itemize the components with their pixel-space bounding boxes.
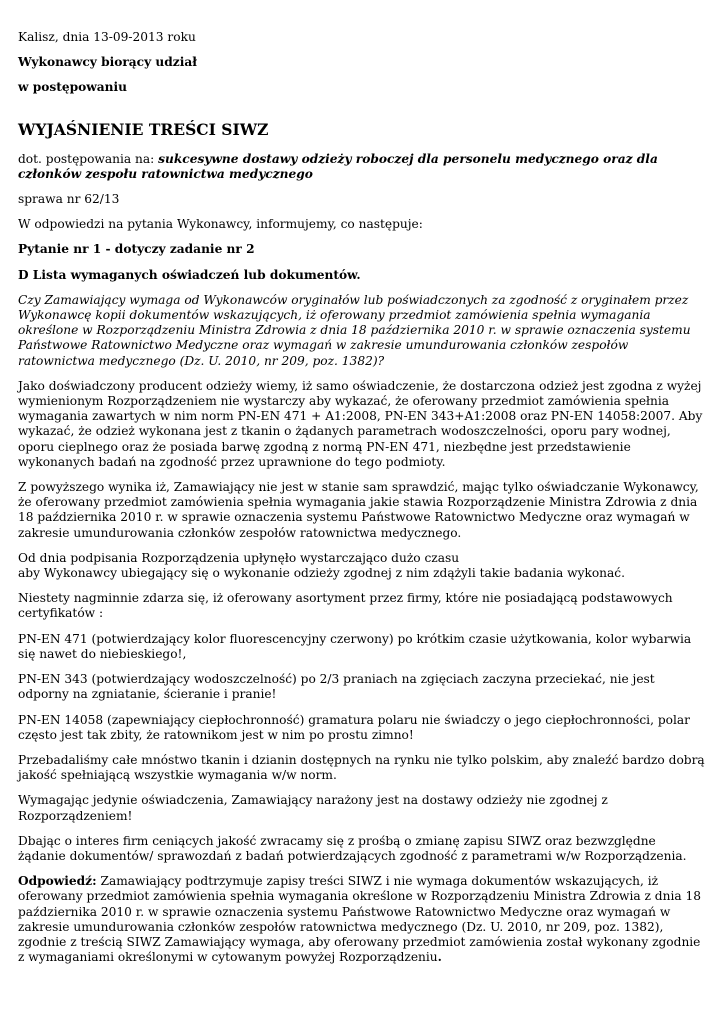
addressee-line-2: w postępowaniu <box>18 80 128 95</box>
paragraph-5: PN-EN 471 (potwierdzający kolor fluorescencyjny czerwony) po krótkim czasie użytkowania, kolor wybarwia się nawet do niebieskiego!, <box>18 631 692 661</box>
paragraph-3 <box>18 551 706 581</box>
paragraph-9: Wymagając jedynie oświadczenia, Zamawiający narażony jest na dostawy odzieży nie zgodnej z Rozporządzeniem! <box>18 793 608 823</box>
answer-end: . <box>437 950 442 965</box>
question-quote: Czy Zamawiający wymaga od Wykonawców oryginałów lub poświadczonych za zgodność z oryginałem przez Wykonawcę kopii dokumentów wskazujących, iż oferowany przedmiot zamówienia spełnia wymagania określone w Rozporządzeniu Ministra Zdrowia z dnia 18 października 2010 r. w sprawie oznaczenia systemu Państwowe Ratownictwo Medyczne oraz wymagań w zakresie umundurowania członków zespołów ratownictwa medycznego (Dz. U. 2010, nr 209, poz. 1382)? <box>18 292 691 368</box>
section-heading: D Lista wymaganych oświadczeń lub dokumentów. <box>18 267 361 282</box>
paragraph-3-line-2: aby Wykonawcy ubiegający się o wykonanie odzieży zgodnej z nim zdążyli takie badania wykonać. <box>18 566 626 581</box>
paragraph-3-line-1: Od dnia podpisania Rozporządzenia upłynęło wystarczająco dużo czasu <box>18 550 460 565</box>
document-title: WYJAŚNIENIE TREŚCI SIWZ <box>18 119 269 139</box>
paragraph-7: PN-EN 14058 (zapewniający ciepłochronność) gramatura polaru nie świadczy o jego ciepłochronności, polar często jest tak zbity, że ratownikom jest w nim po prostu zimno! <box>18 712 690 742</box>
addressee-line-1: Wykonawcy biorący udział <box>18 55 197 70</box>
place-date: Kalisz, dnia 13-09-2013 roku <box>18 30 196 44</box>
subject-paragraph <box>18 152 706 182</box>
paragraph-4: Niestety nagminnie zdarza się, iż oferowany asortyment przez firmy, które nie posiadającą podstawowych certyfikatów : <box>18 591 673 621</box>
subject-text: sukcesywne dostawy odzieży roboczej dla personelu medycznego oraz dla członków zespołu ratownictwa medycznego <box>18 151 658 181</box>
paragraph-6: PN-EN 343 (potwierdzający wodoszczelność) po 2/3 praniach na zgięciach zaczyna przeciekać, nie jest odporny na zgniatanie, ścieranie i pranie! <box>18 672 655 702</box>
paragraph-1: Jako doświadczony producent odzieży wiemy, iż samo oświadczenie, że dostarczona odzież jest zgodna z wyżej wymienionym Rozporządzeniem nie wystarczy aby wykazać, że oferowany przedmiot zamówienia spełnia wymagania zawartych w nim norm PN-EN 471 + A1:2008, PN-EN 343+A1:2008 oraz PN-EN 14058:2007. Aby wykazać, że odzież wykonana jest z tkanin o żądanych parametrach wodoszczelności, oporu pary wodnej, oporu cieplnego oraz że posiada barwę zgodną z normą PN-EN 471, niezbędne jest przedstawienie wykonanych badań na zgodność przez uprawnione do tego podmioty. <box>18 378 703 469</box>
answer-paragraph <box>18 874 706 965</box>
paragraph-2: Z powyższego wynika iż, Zamawiający nie jest w stanie sam sprawdzić, mając tylko oświadczanie Wykonawcy, że oferowany przedmiot zamówienia spełnia wymagania jakie stawia Rozporządzenie Ministra Zdrowia z dnia 18 października 2010 r. w sprawie oznaczenia systemu Państwowe Ratownictwo Medyczne oraz wymagań w zakresie umundurowania członków zespołów ratownictwa medycznego. <box>18 480 699 540</box>
case-number: sprawa nr 62/13 <box>18 192 120 207</box>
intro-text: W odpowiedzi na pytania Wykonawcy, informujemy, co następuje: <box>18 217 423 232</box>
answer-text: Zamawiający podtrzymuje zapisy treści SIWZ i nie wymaga dokumentów wskazujących, iż oferowany przedmiot zamówienia spełnia wymagania określone w Rozporządzeniu Ministra Zdrowia z dnia 18 października 2010 r. w sprawie oznaczenia systemu Państwowe Ratownictwo Medyczne oraz wymagań w zakresie umundurowania członków zespołów ratownictwa medycznego (Dz. U. 2010, nr 209, poz. 1382), zgodnie z treścią SIWZ Zamawiający wymaga, aby oferowany przedmiot zamówienia został wykonany zgodnie z wymaganiami określonymi w cytowanym powyżej Rozporządzeniu <box>18 874 701 965</box>
paragraph-10: Dbając o interes firm ceniących jakość zwracamy się z prośbą o zmianę zapisu SIWZ oraz bezwzględne żądanie dokumentów/ sprawozdań z badań potwierdzających zgodność z parametrami w/w Rozporządzenia. <box>18 833 687 863</box>
question-heading: Pytanie nr 1 - dotyczy zadanie nr 2 <box>18 242 255 257</box>
answer-label: Odpowiedź: <box>18 874 97 889</box>
subject-prefix: dot. postępowania na: <box>18 151 159 166</box>
paragraph-8: Przebadaliśmy całe mnóstwo tkanin i dzianin dostępnych na rynku nie tylko polskim, aby znaleźć bardzo dobrą jakość spełniającą wszystkie wymagania w/w norm. <box>18 752 705 783</box>
